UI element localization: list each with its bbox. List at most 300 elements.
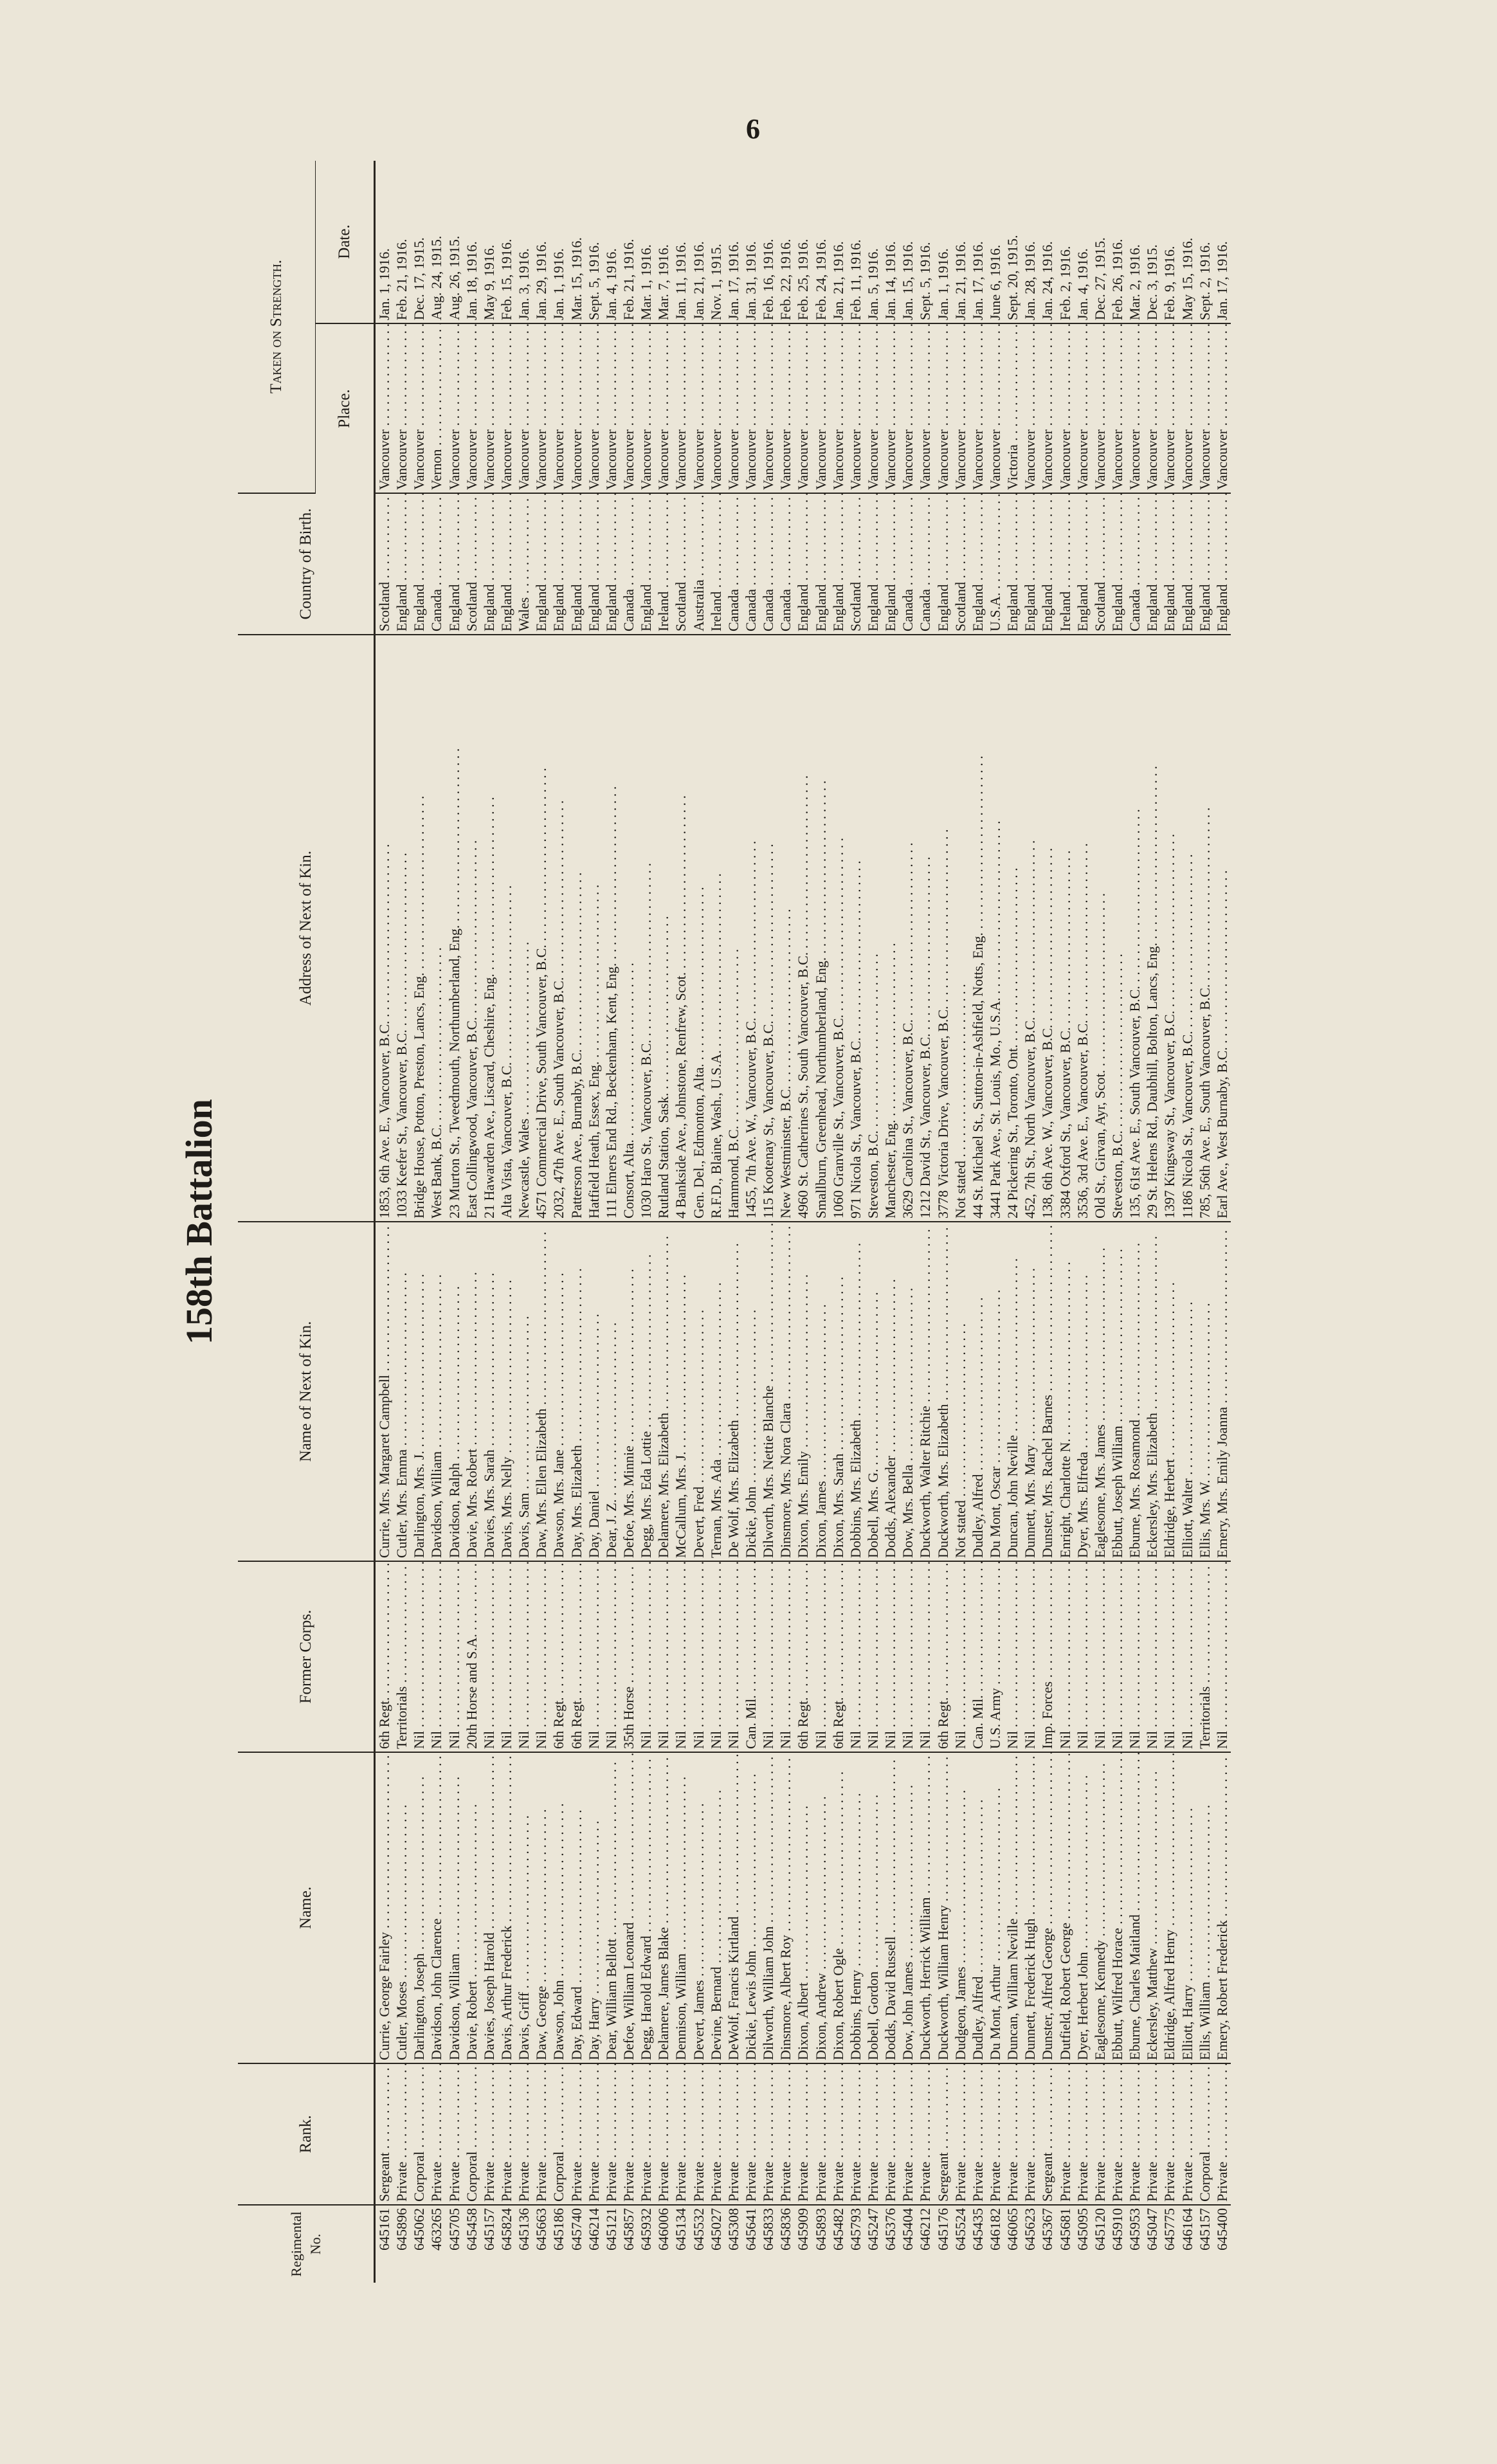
- page-title: 158th Battalion: [178, 1099, 220, 1345]
- cell-name: Dunnett, Frederick Hugh . . .: [1021, 1752, 1039, 2063]
- cell-address: 1853, 6th Ave. E., Vancouver, B.C. . . .: [375, 635, 394, 1222]
- header-country: Country of Birth.: [238, 493, 375, 635]
- header-place: Place.: [316, 323, 375, 493]
- table-row: [620, 161, 637, 2283]
- cell-name: Dunster, Alfred George . . .: [1039, 1752, 1056, 2063]
- cell-country: Australia . . .: [690, 493, 707, 635]
- cell-address: 23 Murton St., Tweedmouth, Northumberland, Eng. . . .: [446, 635, 463, 1222]
- cell-rank: Corporal . . .: [410, 2063, 428, 2205]
- cell-regimental-no: 646164: [1179, 2208, 1195, 2251]
- cell-former-corps: Nil . . .: [1056, 1561, 1073, 1752]
- cell-date: Jan. 11, 1916.: [672, 161, 689, 323]
- cell-country: England . . .: [1021, 493, 1039, 635]
- table-row: [585, 161, 603, 2283]
- cell-date: Jan. 1, 1916.: [550, 161, 567, 323]
- cell-place: Vancouver . . .: [603, 323, 620, 493]
- cell-former-corps: Nil . . .: [637, 1561, 655, 1752]
- cell-address: 21 Hawarden Ave., Liscard, Cheshire, Eng. . . .: [480, 635, 498, 1222]
- cell-date: Sept. 2, 1916.: [1196, 161, 1213, 323]
- cell-name: Dudley, Alfred . . .: [969, 1752, 986, 2063]
- cell-regimental-no: 645376: [882, 2208, 899, 2251]
- table-row: [707, 161, 725, 2283]
- cell-country: England . . .: [1074, 493, 1091, 635]
- cell-place: Vancouver . . .: [1091, 323, 1109, 493]
- table-row: [515, 161, 532, 2283]
- cell-regimental-no: 646065: [1004, 2208, 1021, 2251]
- cell-rank: Sergeant . . .: [375, 2063, 394, 2205]
- cell-place: Vancouver . . .: [655, 323, 672, 493]
- cell-regimental-no: 645062: [411, 2208, 428, 2251]
- cell-rank: Private . . .: [1213, 2063, 1231, 2205]
- table-row: [1021, 161, 1039, 2283]
- cell-next-of-kin: Ternan, Mrs. Ada . . .: [707, 1222, 725, 1561]
- cell-place: Vancouver . . .: [568, 323, 585, 493]
- header-regimental-no: Regimental No.: [238, 2205, 375, 2283]
- cell-rank: Corporal . . .: [1196, 2063, 1213, 2205]
- cell-place: Vancouver . . .: [498, 323, 515, 493]
- cell-rank: Private . . .: [690, 2063, 707, 2205]
- cell-name: Davidson, John Clarence . . .: [428, 1752, 445, 2063]
- cell-rank: Private . . .: [620, 2063, 637, 2205]
- cell-regimental-no: 645896: [394, 2208, 410, 2251]
- cell-rank: Private . . .: [585, 2063, 603, 2205]
- cell-name: Dilworth, William John . . .: [759, 1752, 777, 2063]
- cell-regimental-no: 645482: [830, 2208, 846, 2251]
- cell-country: U.S.A. . . .: [986, 493, 1004, 635]
- cell-name: Dobell, Gordon . . .: [864, 1752, 882, 2063]
- cell-next-of-kin: Davis, Mrs. Nelly . . .: [498, 1222, 515, 1561]
- cell-next-of-kin: Duncan, John Neville . . .: [1004, 1222, 1021, 1561]
- cell-date: Jan. 24, 1916.: [1039, 161, 1056, 323]
- cell-next-of-kin: Dodds, Alexander . . .: [882, 1222, 899, 1561]
- cell-rank: Private . . .: [847, 2063, 864, 2205]
- cell-former-corps: Nil . . .: [1109, 1561, 1126, 1752]
- cell-former-corps: Nil . . .: [916, 1561, 934, 1752]
- cell-place: Vancouver . . .: [812, 323, 830, 493]
- cell-former-corps: Nil . . .: [1021, 1561, 1039, 1752]
- cell-country: England . . .: [1178, 493, 1195, 635]
- cell-next-of-kin: Ellis, Mrs. W. . . .: [1196, 1222, 1213, 1561]
- cell-name: Dodds, David Russell . . .: [882, 1752, 899, 2063]
- cell-former-corps: Nil . . .: [899, 1561, 916, 1752]
- table-row: [655, 161, 672, 2283]
- table-row: [882, 161, 899, 2283]
- cell-date: Dec. 3, 1915.: [1143, 161, 1161, 323]
- cell-rank: Private . . .: [812, 2063, 830, 2205]
- cell-country: Canada . . .: [725, 493, 742, 635]
- table-row: [480, 161, 498, 2283]
- cell-regimental-no: 645833: [760, 2208, 777, 2251]
- header-address: Address of Next of Kin.: [238, 635, 375, 1222]
- cell-date: Mar. 2, 1916.: [1126, 161, 1143, 323]
- cell-place: Vernon . . .: [428, 323, 445, 493]
- cell-rank: Private . . .: [1004, 2063, 1021, 2205]
- cell-rank: Private . . .: [1109, 2063, 1126, 2205]
- cell-country: Canada . . .: [777, 493, 794, 635]
- cell-date: Jan. 17, 1916.: [969, 161, 986, 323]
- cell-former-corps: Nil . . .: [777, 1561, 794, 1752]
- cell-name: Elliott, Harry . . .: [1178, 1752, 1195, 2063]
- cell-country: Canada . . .: [742, 493, 759, 635]
- cell-rank: Private . . .: [1178, 2063, 1195, 2205]
- cell-date: Jan. 4, 1916.: [1074, 161, 1091, 323]
- cell-next-of-kin: Dixon, Mrs. Sarah . . .: [830, 1222, 847, 1561]
- cell-place: Vancouver . . .: [725, 323, 742, 493]
- cell-address: 1397 Kingsway St., Vancouver, B.C. . . .: [1161, 635, 1178, 1222]
- cell-date: Jan. 1, 1916.: [375, 161, 394, 323]
- cell-country: Canada . . .: [899, 493, 916, 635]
- cell-next-of-kin: Eburne, Mrs. Rosamond . . .: [1126, 1222, 1143, 1561]
- cell-former-corps: Can. Mil. . . .: [969, 1561, 986, 1752]
- cell-date: Sept. 5, 1916.: [585, 161, 603, 323]
- cell-regimental-no: 645247: [865, 2208, 881, 2251]
- cell-country: England . . .: [498, 493, 515, 635]
- table-row: [532, 161, 550, 2283]
- cell-rank: Private . . .: [393, 2063, 410, 2205]
- cell-former-corps: Nil . . .: [672, 1561, 689, 1752]
- header-date: Date.: [316, 161, 375, 323]
- cell-rank: Private . . .: [969, 2063, 986, 2205]
- page-number: 6: [746, 113, 760, 145]
- cell-rank: Private . . .: [986, 2063, 1004, 2205]
- cell-country: England . . .: [1109, 493, 1126, 635]
- cell-regimental-no: 645663: [533, 2208, 550, 2251]
- cell-address: 3384 Oxford St., Vancouver, B.C. . . .: [1056, 635, 1073, 1222]
- cell-date: Nov. 1, 1915.: [707, 161, 725, 323]
- cell-regimental-no: 645404: [900, 2208, 916, 2251]
- cell-next-of-kin: Darlington, Mrs. J. . . .: [410, 1222, 428, 1561]
- cell-rank: Private . . .: [446, 2063, 463, 2205]
- cell-address: 1060 Granville St., Vancouver, B.C. . . .: [830, 635, 847, 1222]
- cell-date: Jan. 21, 1916.: [690, 161, 707, 323]
- cell-place: Vancouver . . .: [759, 323, 777, 493]
- cell-rank: Private . . .: [1126, 2063, 1143, 2205]
- cell-regimental-no: 645910: [1109, 2208, 1125, 2251]
- cell-regimental-no: 645047: [1144, 2208, 1161, 2251]
- cell-former-corps: Nil . . .: [585, 1561, 603, 1752]
- cell-name: Dear, William Bellott . . .: [603, 1752, 620, 2063]
- cell-address: 29 St. Helens Rd., Daubhill, Bolton, Lancs, Eng. . . .: [1143, 635, 1161, 1222]
- cell-date: Mar. 15, 1916.: [568, 161, 585, 323]
- cell-address: Old St., Girvan, Ayr, Scot. . . .: [1091, 635, 1109, 1222]
- table-row: [375, 161, 394, 2283]
- cell-rank: Private . . .: [603, 2063, 620, 2205]
- cell-next-of-kin: Eldridge, Herbert . . .: [1161, 1222, 1178, 1561]
- cell-former-corps: Nil . . .: [725, 1561, 742, 1752]
- cell-rank: Private . . .: [637, 2063, 655, 2205]
- cell-date: May 9, 1916.: [480, 161, 498, 323]
- cell-next-of-kin: Dawson, Mrs. Jane . . .: [550, 1222, 567, 1561]
- table-row: [1074, 161, 1091, 2283]
- cell-next-of-kin: Eckersley, Mrs. Elizabeth . . .: [1143, 1222, 1161, 1561]
- cell-rank: Private . . .: [655, 2063, 672, 2205]
- table-row: [1039, 161, 1056, 2283]
- cell-date: Jan. 18, 1916.: [463, 161, 480, 323]
- cell-country: England . . .: [882, 493, 899, 635]
- cell-regimental-no: 645953: [1127, 2208, 1143, 2251]
- cell-rank: Private . . .: [725, 2063, 742, 2205]
- table-row: [1109, 161, 1126, 2283]
- cell-regimental-no: 645367: [1039, 2208, 1056, 2251]
- cell-next-of-kin: Eaglesome, Mrs. James . . .: [1091, 1222, 1109, 1561]
- cell-regimental-no: 646182: [986, 2208, 1003, 2251]
- table-row: [725, 161, 742, 2283]
- cell-place: Vancouver . . .: [1074, 323, 1091, 493]
- cell-regimental-no: 646214: [585, 2208, 602, 2251]
- cell-address: Rutland Station, Sask. . . .: [655, 635, 672, 1222]
- cell-name: Daw, George . . .: [532, 1752, 550, 2063]
- cell-country: Scotland . . .: [847, 493, 864, 635]
- cell-country: Ireland . . .: [655, 493, 672, 635]
- cell-regimental-no: 645186: [550, 2208, 567, 2251]
- cell-address: 1186 Nicola St., Vancouver, B.C. . . .: [1178, 635, 1195, 1222]
- cell-date: Jan. 21, 1916.: [952, 161, 969, 323]
- header-name: Name.: [238, 1752, 375, 2063]
- cell-rank: Private . . .: [1074, 2063, 1091, 2205]
- cell-country: England . . .: [568, 493, 585, 635]
- cell-next-of-kin: Dunnett, Mrs. Mary . . .: [1021, 1222, 1039, 1561]
- cell-former-corps: Nil . . .: [1004, 1561, 1021, 1752]
- cell-place: Vancouver . . .: [777, 323, 794, 493]
- cell-former-corps: Nil . . .: [1213, 1561, 1231, 1752]
- table-row: [794, 161, 812, 2283]
- cell-regimental-no: 645775: [1161, 2208, 1178, 2251]
- cell-former-corps: 6th Regt. . . .: [830, 1561, 847, 1752]
- cell-regimental-no: 645400: [1213, 2208, 1230, 2251]
- cell-former-corps: Nil . . .: [812, 1561, 830, 1752]
- cell-address: 135, 61st Ave. E., South Vancouver, B.C. . . .: [1126, 635, 1143, 1222]
- cell-name: Devine, Bernard . . .: [707, 1752, 725, 2063]
- cell-next-of-kin: Cutler, Mrs. Emma . . .: [393, 1222, 410, 1561]
- cell-country: Canada . . .: [1126, 493, 1143, 635]
- cell-rank: Sergeant . . .: [934, 2063, 952, 2205]
- table-row: [1056, 161, 1073, 2283]
- cell-country: England . . .: [1196, 493, 1213, 635]
- cell-address: Newcastle, Wales . . .: [515, 635, 532, 1222]
- cell-date: Feb. 16, 1916.: [759, 161, 777, 323]
- cell-next-of-kin: Dyer, Mrs. Elfreda . . .: [1074, 1222, 1091, 1561]
- table-row: [969, 161, 986, 2283]
- cell-next-of-kin: Not stated . . .: [952, 1222, 969, 1561]
- cell-place: Vancouver . . .: [1143, 323, 1161, 493]
- cell-regimental-no: 645308: [725, 2208, 741, 2251]
- cell-place: Vancouver . . .: [550, 323, 567, 493]
- cell-place: Vancouver . . .: [882, 323, 899, 493]
- table-row: [568, 161, 585, 2283]
- cell-country: Scotland . . .: [375, 493, 394, 635]
- cell-next-of-kin: Davidson, Ralph . . .: [446, 1222, 463, 1561]
- cell-country: England . . .: [1143, 493, 1161, 635]
- cell-rank: Private . . .: [1056, 2063, 1073, 2205]
- cell-next-of-kin: Davies, Mrs. Sarah . . .: [480, 1222, 498, 1561]
- cell-rank: Private . . .: [899, 2063, 916, 2205]
- table-row: [603, 161, 620, 2283]
- cell-date: Feb. 21, 1916.: [620, 161, 637, 323]
- cell-regimental-no: 645641: [743, 2208, 759, 2251]
- cell-former-corps: Nil . . .: [882, 1561, 899, 1752]
- table-row: [916, 161, 934, 2283]
- cell-name: DeWolf, Francis Kirtland . . .: [725, 1752, 742, 2063]
- cell-regimental-no: 645681: [1057, 2208, 1073, 2251]
- table-row: [410, 161, 428, 2283]
- cell-country: England . . .: [550, 493, 567, 635]
- cell-place: Vancouver . . .: [620, 323, 637, 493]
- cell-rank: Private . . .: [480, 2063, 498, 2205]
- cell-country: Scotland . . .: [1091, 493, 1109, 635]
- cell-name: Davis, Griff . . .: [515, 1752, 532, 2063]
- cell-name: Eburne, Charles Maitland . . .: [1126, 1752, 1143, 2063]
- table-row: [847, 161, 864, 2283]
- cell-name: Davie, Robert . . .: [463, 1752, 480, 2063]
- cell-rank: Sergeant . . .: [1039, 2063, 1056, 2205]
- cell-next-of-kin: Dobbins, Mrs. Elizabeth . . .: [847, 1222, 864, 1561]
- table-row: [393, 161, 410, 2283]
- cell-country: Canada . . .: [428, 493, 445, 635]
- cell-country: Canada . . .: [916, 493, 934, 635]
- cell-country: England . . .: [603, 493, 620, 635]
- cell-former-corps: Territorials . . .: [1196, 1561, 1213, 1752]
- cell-date: Mar. 1, 1916.: [637, 161, 655, 323]
- cell-name: Dixon, Andrew . . .: [812, 1752, 830, 2063]
- cell-next-of-kin: Currie, Mrs. Margaret Campbell . . .: [375, 1222, 394, 1561]
- rotated-roster: [180, 161, 1376, 2283]
- cell-former-corps: Nil . . .: [1161, 1561, 1178, 1752]
- cell-place: Vancouver . . .: [1213, 323, 1231, 493]
- cell-address: West Bank, B.C. . . .: [428, 635, 445, 1222]
- cell-former-corps: Nil . . .: [1126, 1561, 1143, 1752]
- cell-next-of-kin: McCallum, Mrs. J. . . .: [672, 1222, 689, 1561]
- cell-place: Victoria . . .: [1004, 323, 1021, 493]
- cell-regimental-no: 645909: [795, 2208, 812, 2251]
- cell-address: Consort, Alta. . . .: [620, 635, 637, 1222]
- cell-rank: Private . . .: [568, 2063, 585, 2205]
- cell-address: Smallburn, Greenhead, Northumberland, Eng. . . .: [812, 635, 830, 1222]
- cell-date: Feb. 11, 1916.: [847, 161, 864, 323]
- cell-next-of-kin: Duckworth, Mrs. Elizabeth . . .: [934, 1222, 952, 1561]
- cell-next-of-kin: De Wolf, Mrs. Elizabeth . . .: [725, 1222, 742, 1561]
- cell-place: Vancouver . . .: [1109, 323, 1126, 493]
- cell-former-corps: Nil . . .: [446, 1561, 463, 1752]
- cell-former-corps: Nil . . .: [428, 1561, 445, 1752]
- cell-place: Vancouver . . .: [393, 323, 410, 493]
- cell-address: Patterson Ave., Burnaby, B.C. . . .: [568, 635, 585, 1222]
- cell-next-of-kin: Ebbutt, Joseph William . . .: [1109, 1222, 1126, 1561]
- cell-address: 3536, 3rd Ave. E., Vancouver, B.C. . . .: [1074, 635, 1091, 1222]
- cell-country: England . . .: [1161, 493, 1178, 635]
- cell-address: 1030 Haro St., Vancouver, B.C. . . .: [637, 635, 655, 1222]
- cell-former-corps: Nil . . .: [1178, 1561, 1195, 1752]
- cell-country: England . . .: [532, 493, 550, 635]
- table-row: [864, 161, 882, 2283]
- table-row: [759, 161, 777, 2283]
- cell-former-corps: Imp. Forces . . .: [1039, 1561, 1056, 1752]
- cell-place: Vancouver . . .: [410, 323, 428, 493]
- cell-address: 4 Bankside Ave., Johnstone, Renfrew, Scot. . . .: [672, 635, 689, 1222]
- cell-name: Devert, James . . .: [690, 1752, 707, 2063]
- cell-date: Jan. 21, 1916.: [830, 161, 847, 323]
- cell-country: England . . .: [1213, 493, 1231, 635]
- cell-next-of-kin: Dobell, Mrs. G. . . .: [864, 1222, 882, 1561]
- cell-name: Dixon, Robert Ogle . . .: [830, 1752, 847, 2063]
- table-row: [1213, 161, 1231, 2283]
- cell-name: Emery, Robert Frederick . . .: [1213, 1752, 1231, 2063]
- cell-name: Ebbutt, Wilfred Horace . . .: [1109, 1752, 1126, 2063]
- cell-former-corps: 20th Horse and S.A. . . .: [463, 1561, 480, 1752]
- cell-regimental-no: 645623: [1022, 2208, 1039, 2251]
- header-next-of-kin: Name of Next of Kin.: [238, 1222, 375, 1561]
- cell-address: Bridge House, Potton, Preston, Lancs, Eng. . . .: [410, 635, 428, 1222]
- cell-country: Canada . . .: [620, 493, 637, 635]
- table-row: [952, 161, 969, 2283]
- cell-name: Ellis, William . . .: [1196, 1752, 1213, 2063]
- cell-next-of-kin: Duckworth, Walter Ritchie . . .: [916, 1222, 934, 1561]
- cell-rank: Private . . .: [916, 2063, 934, 2205]
- cell-regimental-no: 645857: [621, 2208, 637, 2251]
- cell-next-of-kin: Emery, Mrs. Emily Joanna . . .: [1213, 1222, 1231, 1561]
- cell-country: England . . .: [637, 493, 655, 635]
- cell-place: Vancouver . . .: [672, 323, 689, 493]
- cell-name: Eckersley, Matthew . . .: [1143, 1752, 1161, 2063]
- table-row: [498, 161, 515, 2283]
- cell-place: Vancouver . . .: [532, 323, 550, 493]
- cell-rank: Private . . .: [515, 2063, 532, 2205]
- header-taken-on-strength: Taken on Strength.: [238, 161, 316, 493]
- cell-place: Vancouver . . .: [952, 323, 969, 493]
- cell-place: Vancouver . . .: [986, 323, 1004, 493]
- cell-regimental-no: 645095: [1074, 2208, 1091, 2251]
- cell-place: Vancouver . . .: [690, 323, 707, 493]
- cell-address: 115 Kootenay St., Vancouver, B.C. . . .: [759, 635, 777, 1222]
- cell-rank: Private . . .: [759, 2063, 777, 2205]
- cell-place: Vancouver . . .: [1056, 323, 1073, 493]
- cell-address: 1455, 7th Ave. W., Vancouver, B.C. . . .: [742, 635, 759, 1222]
- cell-regimental-no: 463265: [428, 2208, 445, 2251]
- cell-address: 3441 Park Ave., St. Louis, Mo., U.S.A. . . .: [986, 635, 1004, 1222]
- cell-place: Vancouver . . .: [707, 323, 725, 493]
- cell-next-of-kin: Dilworth, Mrs. Nettie Blanche . . .: [759, 1222, 777, 1561]
- cell-rank: Private . . .: [830, 2063, 847, 2205]
- cell-name: Dixon, Albert . . .: [794, 1752, 812, 2063]
- cell-rank: Private . . .: [742, 2063, 759, 2205]
- cell-regimental-no: 645134: [673, 2208, 689, 2251]
- cell-name: Darlington, Joseph . . .: [410, 1752, 428, 2063]
- cell-regimental-no: 645824: [498, 2208, 515, 2251]
- cell-country: England . . .: [812, 493, 830, 635]
- cell-regimental-no: 645532: [690, 2208, 707, 2251]
- cell-address: 138, 6th Ave. W., Vancouver, B.C. . . .: [1039, 635, 1056, 1222]
- cell-rank: Corporal . . .: [550, 2063, 567, 2205]
- cell-name: Dobbins, Henry . . .: [847, 1752, 864, 2063]
- cell-address: 1033 Keefer St., Vancouver, B.C. . . .: [393, 635, 410, 1222]
- cell-rank: Private . . .: [1021, 2063, 1039, 2205]
- cell-next-of-kin: Dixon, Mrs. Emily . . .: [794, 1222, 812, 1561]
- cell-name: Eldridge, Alfred Henry . . .: [1161, 1752, 1178, 2063]
- cell-next-of-kin: Dixon, James . . .: [812, 1222, 830, 1561]
- cell-rank: Private . . .: [532, 2063, 550, 2205]
- cell-former-corps: Nil . . .: [952, 1561, 969, 1752]
- cell-place: Vancouver . . .: [1039, 323, 1056, 493]
- cell-address: 44 St. Michael St., Sutton-in-Ashfield, Notts, Eng. . . .: [969, 635, 986, 1222]
- cell-address: R.F.D., Blaine, Wash., U.S.A. . . .: [707, 635, 725, 1222]
- cell-rank: Private . . .: [864, 2063, 882, 2205]
- cell-place: Vancouver . . .: [864, 323, 882, 493]
- cell-name: Davidson, William . . .: [446, 1752, 463, 2063]
- table-row: [637, 161, 655, 2283]
- cell-address: 24 Pickering St., Toronto, Ont. . . .: [1004, 635, 1021, 1222]
- cell-place: Vancouver . . .: [847, 323, 864, 493]
- table-row: [1004, 161, 1021, 2283]
- cell-place: Vancouver . . .: [1196, 323, 1213, 493]
